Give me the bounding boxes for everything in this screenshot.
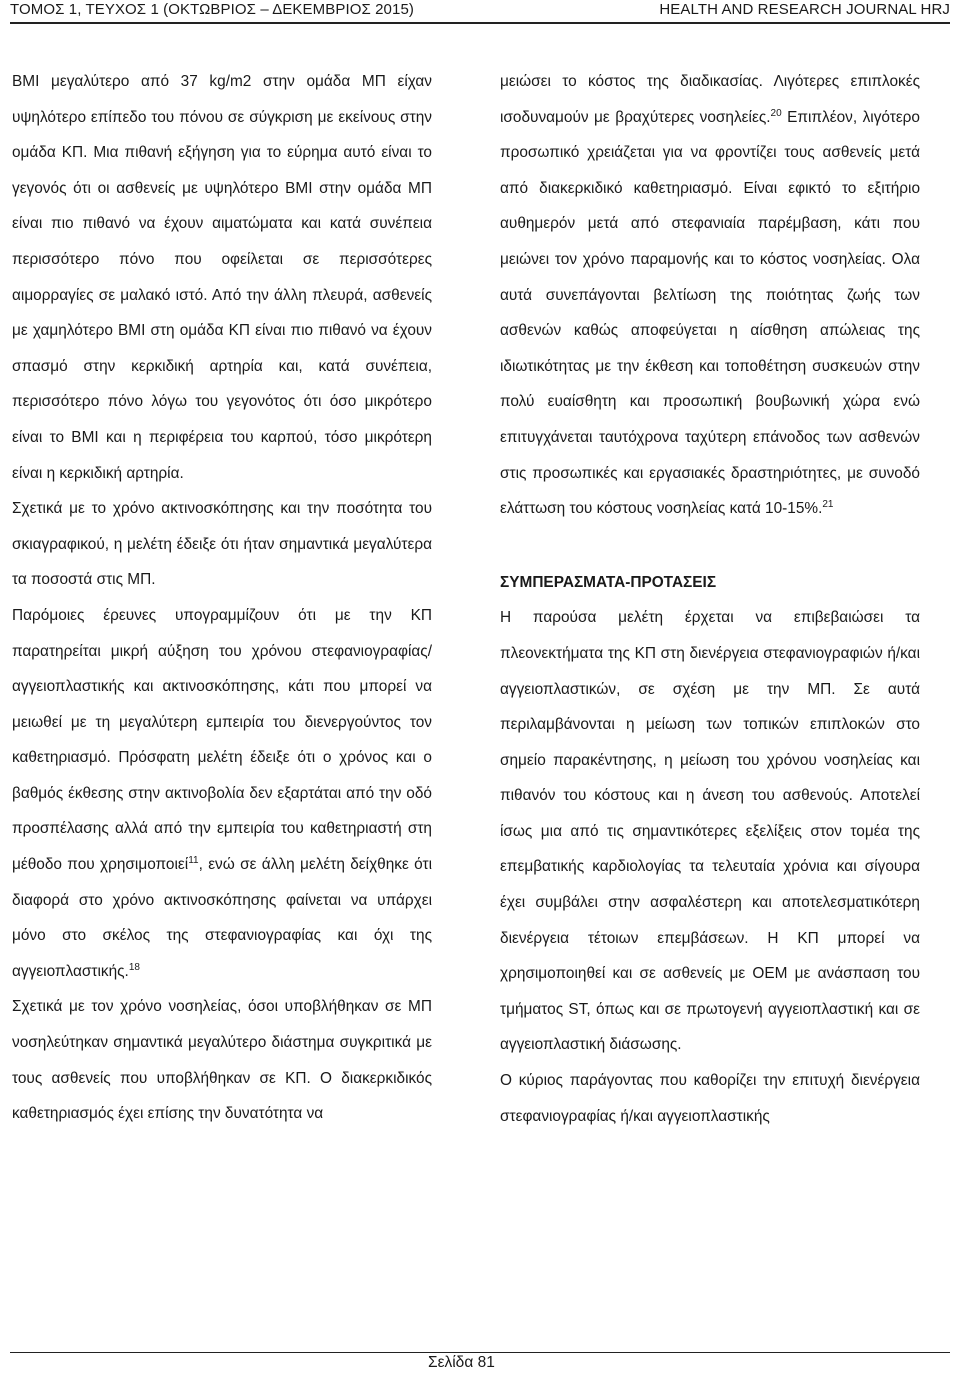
paragraph-text: μειώσει το κόστος της διαδικασίας. Λιγότερες επιπλοκές ισοδυναμούν με βραχύτερες νοσηλείες. bbox=[500, 73, 920, 126]
citation-ref: 20 bbox=[770, 107, 782, 119]
page-number: Σελίδα 81 bbox=[428, 1354, 495, 1371]
right-column bbox=[500, 64, 920, 1134]
paragraph: Σχετικά με τον χρόνο νοσηλείας, όσοι υποβλήθηκαν σε ΜΠ νοσηλεύτηκαν σημαντικά μεγαλύτερο διάστημα συγκριτικά με τους ασθενείς που υποβλήθηκαν σε ΚΠ. Ο διακερκιδικός καθετηριασμός έχει επίσης την δυνατότητα να bbox=[12, 998, 432, 1123]
paragraph: Σχετικά με το χρόνο ακτινοσκόπησης και την ποσότητα του σκιαγραφικού, η μελέτη έδειξε ότι ήταν σημαντικά μεγαλύτερα τα ποσοστά στις ΜΠ. bbox=[12, 500, 432, 589]
paragraph bbox=[500, 64, 920, 527]
header-divider bbox=[10, 22, 950, 24]
paragraph: Η παρούσα μελέτη έρχεται να επιβεβαιώσει τα πλεονεκτήματα της ΚΠ στη διενέργεια στεφανιογραφιών ή/και αγγειοπλαστικών, σε σχέση με την ΜΠ. Σε αυτά περιλαμβάνονται η μείωση των τοπικών επιπλοκών στο σημείο παρακέντησης, η μείωση του χρόνου νοσηλείας και πιθανόν του κόστους και η άνεση του ασθενούς. Αποτελεί ίσως μια από τις σημαντικότερες εξελίξεις στον τομέα της επεμβατικής καρδιολογίας τα τελευταία χρόνια και σίγουρα έχει συμβάλει στην ασφαλέστερη και αποτελεσματικότερη διενέργεια τέτοιων επεμβάσεων. Η ΚΠ μπορεί να χρησιμοποιηθεί και σε ασθενείς με ΟΕΜ με ανάσπαση του τμήματος ST, όπως και σε πρωτογενή αγγειοπλαστική και σε αγγειοπλαστική διάσωσης. bbox=[500, 609, 920, 1054]
running-header bbox=[10, 0, 950, 22]
section-heading: ΣΥΜΠΕΡΑΣΜΑΤΑ-ΠΡΟΤΑΣΕΙΣ bbox=[500, 573, 717, 591]
journal-title: HEALTH AND RESEARCH JOURNAL HRJ bbox=[659, 1, 950, 18]
paragraph: Ο κύριος παράγοντας που καθορίζει την επιτυχή διενέργεια στεφανιογραφίας ή/και αγγειοπλαστικής bbox=[500, 1072, 920, 1125]
paragraph-text: Παρόμοιες έρευνες υπογραμμίζουν ότι με την ΚΠ παρατηρείται μικρή αύξηση του χρόνου στεφανιογραφίας/αγγειοπλαστικής και ακτινοσκόπησης, κάτι που μπορεί να μειωθεί με τη μεγαλύτερη εμπειρία του διενεργούντος τον καθετηριασμό. Πρόσφατη μελέτη έδειξε ότι ο χρόνος και ο βαθμός έκθεσης στην ακτινοβολία δεν εξαρτάται από την οδό προσπέλασης αλλά από την εμπειρία του καθετηριαστή στη μέθοδο που χρησιμοποιεί bbox=[12, 606, 432, 874]
paragraph bbox=[12, 598, 432, 990]
paragraph: BMI μεγαλύτερο από 37 kg/m2 στην ομάδα ΜΠ είχαν υψηλότερο επίπεδο του πόνου σε σύγκριση με εκείνους στην ομάδα ΚΠ. Μια πιθανή εξήγηση για το εύρημα αυτό είναι το γεγονός ότι οι ασθενείς με υψηλότερο BMI στην ομάδα ΜΠ είναι πιο πιθανό να έχουν αιματώματα και κατά συνέπεια περισσότερο πόνο που οφείλεται σε περισσότερες αιμορραγίες σε μαλακό ιστό. Από την άλλη πλευρά, ασθενείς με χαμηλότερο BMI στη ομάδα ΚΠ είναι πιο πιθανό να έχουν σπασμό στην κερκιδική αρτηρία και, κατά συνέπεια, περισσότερο πόνο λόγω του γεγονότος ότι όσο μικρότερο είναι το BMI και η περιφέρεια του καρπού, τόσο μικρότερη είναι η κερκιδική αρτηρία. bbox=[12, 73, 432, 482]
journal-issue: ΤΟΜΟΣ 1, ΤΕΥΧΟΣ 1 (ΟΚΤΩΒΡΙΟΣ – ΔΕΚΕΜΒΡΙΟΣ 2015) bbox=[10, 1, 414, 18]
paragraph-text: Επιπλέον, λιγότερο προσωπικό χρειάζεται για να φροντίζει τους ασθενείς μετά από διακερκιδικό καθετηριασμό. Είναι εφικτό το εξιτήριο αυθημερόν μετά από στεφανιαία παρέμβαση, κάτι που μειώνει τον χρόνο παραμονής και το κόστος νοσηλείας. Ολα αυτά συνεπάγονται βελτίωση της ποιότητας ζωής των ασθενών καθώς αποφεύγεται η αίσθηση απώλειας της ιδιωτικότητας με την έκθεση και τοποθέτηση συσκευών στην πολύ ευαίσθητη και προσωπική βουβωνική χώρα ενώ επιτυγχάνεται ταυτόχρονα ταχύτερη επάνοδος των ασθενών στις προσωπικές και εργασιακές δραστηριότητες, με συνοδό ελάττωση του κόστους νοσηλείας κατά 10-15%. bbox=[500, 108, 920, 518]
citation-ref: 21 bbox=[822, 499, 834, 511]
paragraph-text: , ενώ σε άλλη μελέτη δείχθηκε ότι διαφορά στο χρόνο ακτινοσκόπησης φαίνεται να υπάρχει μόνο στο σκέλος της στεφανιογραφίας και όχι της αγγειοπλαστικής. bbox=[12, 856, 432, 980]
citation-ref: 11 bbox=[188, 855, 199, 867]
citation-ref: 18 bbox=[128, 961, 140, 973]
left-column bbox=[12, 64, 432, 1132]
footer-divider bbox=[10, 1352, 950, 1353]
